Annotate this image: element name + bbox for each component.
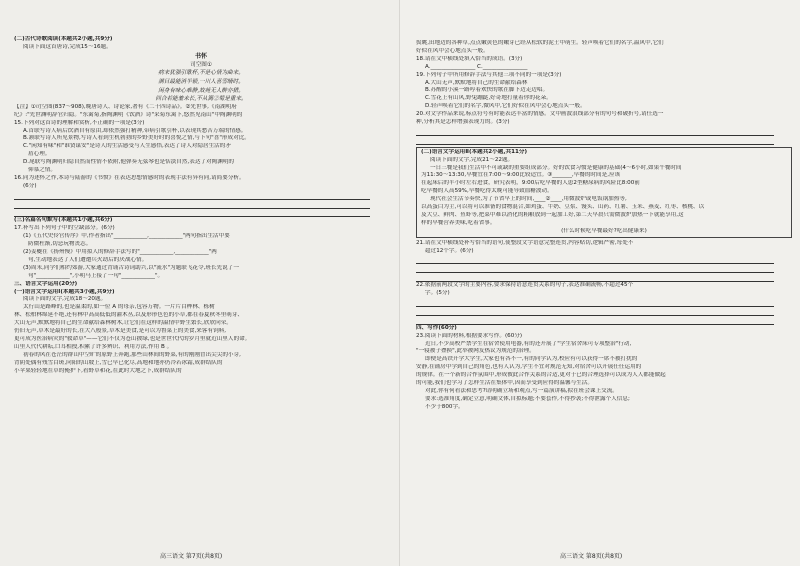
text-line: 鬓眺,田地边的各种草,点点嫩黄色的嫩芽已经从松软的泥土中萌生。轻声唤着它们的名字,温风中,它们 <box>416 40 664 46</box>
text-line: 安静,在铺房中学到自己的角色,也有人认为,学生不宜对规范无知,对宿舍可以开展任任运用的 <box>416 364 642 371</box>
text-line: 纪》:"先世渊明辞官归隐。"东篱菊,指陶渊明《饮酒》诗"采菊东篱下,悠然见南山"中陶渊明的 <box>14 111 243 118</box>
text-line: 16.同为述怀之作,本诗与陆游的《书愤》在表达思想情感时的表现手法有异有同,请简要分析。 <box>14 174 245 181</box>
text-line: 以高蛋白为主,可以将可以准备的食物混合,如鸡蛋、牛奶、豆浆、馒头、山药、红薯、玉米、燕麦、红枣、核桃、以 <box>421 204 705 211</box>
text-line: 在起床后的半小时左右进食，研究表明，9:00后吃早餐的人患2型糖尿病的风险比8:00前 <box>421 180 640 187</box>
text-line: 为11:30～13:30,早餐宜在7:00～9:00比较适宜。③_______,早餐的时间是,应该 <box>421 172 621 179</box>
answer-line[interactable] <box>416 316 774 325</box>
text-line: (三)名篇名句默写(本题共1小题,共6分) <box>14 217 113 224</box>
text-line: 阅读下面的文字,完成18～20题。 <box>23 296 107 303</box>
text-line: 21.请在文中横线处补写恰当的语句,使整段文字语意完整连贯,内容贴切,逻辑严密,每处不 <box>416 239 634 246</box>
text-line: D.轻声唤着它们的名字,微风中,它们好似在风中会心地点头一般。 <box>425 103 586 110</box>
text-line: 近日,不少高校严禁学生在宿舍使用电器,有的还开展了"学生宿舍床可专项整治"行动, <box>425 340 632 347</box>
answer-area-q21 <box>416 256 792 283</box>
answer-area-q16 <box>14 191 388 218</box>
text-line: 样的早餐营养美味,吃着省事。 <box>421 219 496 226</box>
text-line: 即便是高铁开学大学生,大家也有各不一,有的同学认为,校应有可以获得一席不被打扰的 <box>425 356 638 363</box>
text-line: 司空图① <box>190 61 212 68</box>
text-line: 种,分析其是怎样增强表现力的。(3分) <box>416 119 510 126</box>
answer-line[interactable] <box>416 273 774 282</box>
question-22 <box>416 282 792 298</box>
text-line: 【注】①司空图(837～908),晚唐诗人、诗论家,著有《二十四诗品》。②先世事,《南湖明府 <box>14 103 237 110</box>
answer-line[interactable] <box>416 298 774 307</box>
text-line: A.大山无声,默默地将自己的生命献给森林 <box>425 79 528 86</box>
text-line: (2)姜夔在《扬州慢》中用拟人的修辞手法写的"____________,____________"两 <box>23 249 217 256</box>
text-line: 阅读下面的文字,完成21～22题。 <box>430 156 514 163</box>
answer-area-q20 <box>416 127 792 145</box>
text-line: 23.阅读下面的材料,根据要求写作。(60分) <box>416 332 523 339</box>
text-line: 句"____________",小明马上接了一句"____________"。 <box>28 272 164 279</box>
answer-line[interactable] <box>14 200 370 209</box>
text-line: 字。(5分) <box>425 290 450 297</box>
left-content-bottom <box>14 217 388 375</box>
text-line: 及大豆、鲜肉、鱼虾等,把菜中难以消化的粗粮放到一起加工好,第二天早晨只需微波炉加热一下就能享用,这 <box>421 212 684 218</box>
text-line: (二)语言文字运用Ⅱ(本题共2小题,共11分) <box>421 148 528 155</box>
text-line: "一寝被子叠换",此举被网友热议为规范的治理。 <box>416 348 535 355</box>
text-line: 更可成为医治病灾的"救命草"——它们不仅为苍山披绿,也是世世代代的岁月里就近山里人的命。 <box>14 336 251 343</box>
page-8 <box>400 0 800 566</box>
text-line: 一日三餐是我们生活中不可或缺的重要组成部分。好的饮食习惯是健康的基础(4～6小时,如果午餐时间 <box>430 164 682 171</box>
text-line: 回合若能羞未长,不从篱②菊是重来。 <box>155 96 247 103</box>
text-line: 初春的风在苍茫的群山中空旷的原野上奔跑,那些山林间的野菜,有的刚刚冒出尖尖的小芽, <box>23 351 241 358</box>
text-line: 15.下列对这首诗的理解和赏析,不正确的一项是(3分) <box>14 119 145 126</box>
text-line: 山里人代代耕耘,口耳相授,积累了许多辨识、利用方法,作用 B 。 <box>14 343 173 350</box>
text-line: 大山无声,默默地将自己的生命献给森林树木,让它们在这样的温情中野生繁长,欣欣向荣。 <box>14 320 232 327</box>
text-line: (6分) <box>23 182 37 189</box>
text-line: 四、写作(60分) <box>416 324 457 331</box>
text-line: (一)语言文字运用Ⅰ(本题共3小题,共9分) <box>14 288 115 295</box>
text-line: (3)周末,同学们相约郊游,大家通过背诵古诗词助兴,以"流水"为题联飞花令,班长先说了一 <box>23 264 239 271</box>
text-line: 仰慕之情。 <box>28 167 56 174</box>
page-footer-left: 高三语文 第7页(共8页) <box>160 553 223 560</box>
writing-section <box>416 325 792 412</box>
text-line: B.颔联写诗人所见景物,写诗人看到生机勃勃的乡野美好时的喜悦之情,与下句"喜"形成对比。 <box>23 135 250 142</box>
text-line: 三、语言文字运用(20分) <box>14 280 78 287</box>
text-line: 的可能,我们也学习了怎样生活在集体中,因而享受到应得的温馨与生活。 <box>416 380 593 387</box>
text-line: 林、松柏林绵延不绝,还有林中高高低低的灌木丛,以及形形色色的小草,都在春夏秋冬里萌芽、 <box>14 312 244 319</box>
text-line: 盾心理。 <box>28 151 51 158</box>
left-content-top <box>14 36 388 191</box>
text-line: A.首联写诗人病后饮酒自有原由,却依然强打精神,带病引歌引杯,以表现其愁苦万端的情感。 <box>23 127 247 134</box>
text-line: 满目最能消半锁,一川人喜雪晴时。 <box>158 79 244 85</box>
text-line: 太行山是路峰的,也是温柔的,如一位 A 的母亲,包容万物。一片片白桦林、栎树 <box>23 304 215 311</box>
text-line: 对此,你有何看法和思考?请明确立场和观点,写一篇演讲稿,拟在班会课上交流。 <box>425 387 618 394</box>
text-line: 好似在风中会心地点头一般。 <box>416 47 489 54</box>
text-line: 闲身有味心难静,故苑无人醉亦猜。 <box>158 87 244 94</box>
text-line: 现代社会生活节奏快,为了节省早上的时间,____②____,用微波炉或电饭锅加热等, <box>430 196 627 203</box>
text-line: C."闲知有味"和"谁贤谋安"是诗人的生活感受与人生感悟,表达了诗人对隐居生活的矛 <box>23 143 231 150</box>
text-line: B.苏醒的小溪一路哼着欢快的歌在脚下边走边唱。 <box>425 87 549 94</box>
text-line: 防微杜渐,切忌玩物丧志。 <box>28 241 92 248</box>
text-line: (什么时候吃早餐最好?吃出健康来) <box>561 227 647 234</box>
answer-line[interactable] <box>416 307 774 316</box>
text-line: 阅读下面这首唐诗,完成15～16题。 <box>23 43 112 50</box>
text-line: 20.对文学作品来说,标点符号有时能表达丰富的情感。文中画波浪线部分有的句号和破折号,请任选一 <box>416 111 664 118</box>
text-line: 句,生动地表达了人们遭遭兵火劫后的厌战心情。 <box>28 256 148 263</box>
question-21 <box>416 240 792 256</box>
text-line: 超过12个字。(6分) <box>425 247 474 254</box>
text-line: (1)《五代史伶官传序》中,作者指出"____________,____________"两句指出生活中要 <box>23 233 230 240</box>
text-line: 病来犹强引歌杯,不是心情为曲来。 <box>158 70 244 77</box>
text-line: A.________________ C.________________ <box>425 63 528 70</box>
answer-line[interactable] <box>14 191 370 200</box>
text-line: 17.补写出下列句子中的空缺部分。(6分) <box>14 225 115 232</box>
text-line: 书怀 <box>194 52 207 60</box>
text-line: D.尾联写陶渊明归隐自然而性情不依附,他弹奏无弦琴也是恬淡自然,表达了对陶渊明的 <box>23 159 235 166</box>
text-line: 吃早餐的人高59%,早餐吃得太晚可能导致血糖波动。 <box>421 188 553 195</box>
text-line: 背阴处偶有残雪白斑,向阳的山坡上,雪已早已化尽,高地和地亦仍冷若冰霜,成群结队的 <box>14 359 223 366</box>
answer-line[interactable] <box>416 256 774 265</box>
text-line: 18.请在文中横线处填入恰当的成语。(3分) <box>416 55 523 62</box>
text-line: 不少于800字。 <box>425 403 464 410</box>
text-line: C.雪花上有山风,野兔蹦跶,好奇地打量着你的花朵。 <box>425 95 552 102</box>
text-line: 仍旧无声,草木是最好的长,在大八般景,草木是美食,是可以为鲁菜上的美食,来客有饲料, <box>14 328 227 335</box>
answer-line[interactable] <box>14 209 370 218</box>
answer-line[interactable] <box>416 264 774 273</box>
page-footer-right: 高三语文 第8页(共8页) <box>560 553 623 560</box>
text-line: 19.下列句子中所用修辞手法与其他三项不同的一项是(3分) <box>416 71 562 78</box>
reading-passage-box <box>416 147 792 238</box>
answer-area-q22 <box>416 298 792 325</box>
text-line: 要求:选准角度,确定立意,明确文体,自拟标题;不要套作,不得抄袭;不得泄露个人信息; <box>425 395 630 402</box>
right-content-top <box>416 40 792 127</box>
answer-line[interactable] <box>416 127 774 136</box>
text-line: 22.依据前两段文字的主要内容,要求保持语意连贯关系的句子,表达准确流畅,不超过45个 <box>416 282 634 289</box>
text-line: (二)古代诗歌阅读(本题共2小题,共9分) <box>14 36 113 42</box>
text-line: 的规律。在一个新的合作氛围中,形成彼此合作关系的合适,更对于已的合理选择可以成为人人都能做起 <box>416 372 666 379</box>
text-line: 小苹果轻轻地在草的掩护下,看野草和花,在此时大地之下,成群结队的 <box>14 367 182 374</box>
answer-line[interactable] <box>416 136 774 145</box>
